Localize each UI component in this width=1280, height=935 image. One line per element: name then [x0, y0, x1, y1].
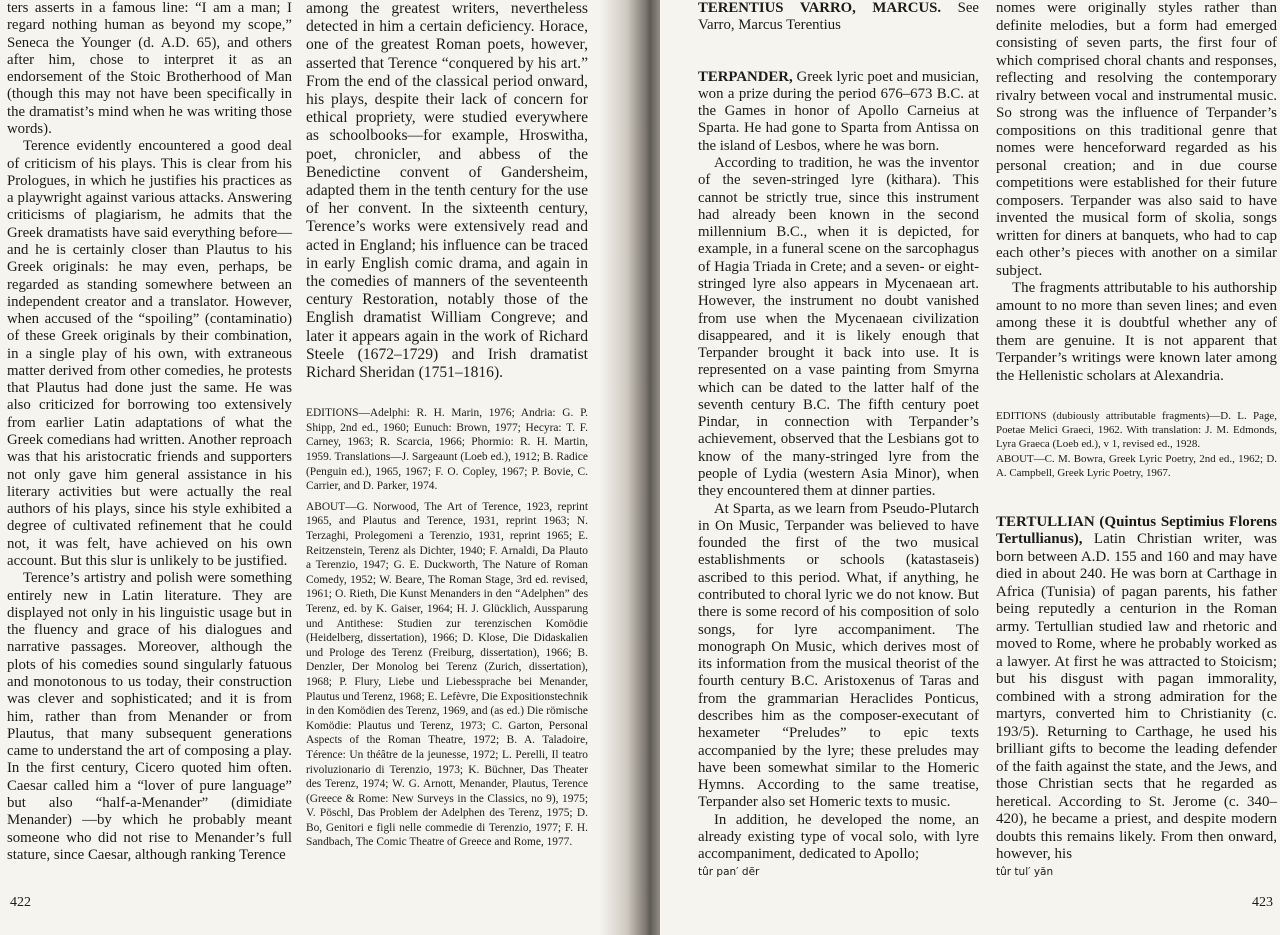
right-column-1 — [698, 0, 979, 881]
about-label: ABOUT — [306, 500, 346, 513]
left-column-2 — [306, 0, 588, 850]
paragraph: nomes were originally styles rather than definite melodies, but a form had emerged consisting of seven parts, the first four of which comprised choral chants and responses, reflecting and resolving the contemporary rivalry between vocal and instrumental music. So strong was the influence of Terpander’s compositions on this traditional genre that nomes were henceforward regarded as his personal creation; and in due course competitions were established for their future composers. Terpander was also said to have invented the musical form of skolia, songs written for diners at banquets, who had to cap each other’s pieces with another on a similar subject. — [996, 0, 1277, 279]
paragraph: In addition, he developed the nome, an already existing type of vocal solo, with lyre accompaniment, dedicated to Apollo; — [698, 811, 979, 863]
left-page — [0, 0, 636, 935]
entry-text: Latin Christian writer, was born between A.D. 155 and 160 and may have died in about 240. He was born at Carthage in Africa (Tunisia) of pagan parents, his father being reputedly a centurion in the Roman army. Tertullian studied law and rhetoric and moved to Rome, where he probably worked as a lawyer. At first he was attracted to Stoicism; but his disgust with pagan immorality, combined with a strong admiration for the martyrs, converted him to Christianity (c. 193/5). Returning to Carthage, he used his brilliant gifts to become the leading defender of the faith against the state, and the Jews, and those Christian sects that he regarded as heretical. According to St. Jerome (c. 340–420), he became a priest, and despite modern doubts this remains likely. From then onward, however, his — [996, 531, 1277, 863]
editions-text: (dubiously attributable fragments)—D. L. Page, Poetae Melici Graeci, 1962. With translation: J. M. Edmonds, Lyra Graeca (Loeb ed.), v 1, revised ed., 1928. — [996, 410, 1277, 451]
paragraph: According to tradition, he was the inventor of the seven-stringed lyre (kithara). This cannot be strictly true, since this instrument had already been known in the second millennium B.C., when it is depicted, for example, in a funeral scene on the sarcophagus of Hagia Triada in Crete; and a seven- or eight-stringed lyre also appears in Mycenaean art. However, the instrument no doubt vanished from use when the Mycenaean civilization disappeared, and it is likely enough that Terpander brought it back into use. It is represented on a vase painting from Smyrna which can be dated to the latter half of the seventh century B.C. The fifth century poet Pindar, in connection with Terpander’s achievement, observed that the Lesbians got to know of the many-stringed lyre from the people of Lydia (western Asia Minor), when they encountered them at dinner parties. — [698, 154, 979, 500]
tertullian-entry — [996, 514, 1277, 864]
editions-entry — [306, 406, 588, 494]
paragraph: ters asserts in a famous line: “I am a man; I regard nothing human as beyond my scope,” Seneca the Younger (d. A.D. 65), and others after him, chose to interpret it as an endorsement of the Stoic Brotherhood of Man (though this may not have been specifically in the dramatist’s mind when he was writing those words). — [7, 0, 292, 137]
page-number-left: 422 — [10, 895, 31, 910]
about-text: —G. Norwood, The Art of Terence, 1923, reprint 1965, and Plautus and Terence, 1931, reprint 1963; N. Terzaghi, Prolegomeni a Terenzio, 1931, reprint 1965; E. Reitzenstein, Terenz als Dichter, 1940; F. Arnaldi, Da Plauto a Terenzio, 1947; G. E. Duckworth, The Nature of Roman Comedy, 1952; W. Beare, The Roman Stage, 3rd ed. revised, 1961; O. Rieth, Die Kunst Menanders in den “Adelphen” des Terenz, ed. by K. Gaiser, 1964; H. J. Glücklich, Aussparung und Antithese: Studien zur terenzischen Komödie (Heidelberg, dissertation), 1966; D. Klose, Die Didaskalien und Prologe des Terenz (Freiburg, dissertation), 1966; B. Denzler, Der Monolog bei Terenz (Zurich, dissertation), 1968; P. Flury, Liebe und Liebessprache bei Menander, Plautus und Terenz, 1968; E. Lefèvre, Die Expositionstechnik in den Komödien des Terenz, 1969, and (as ed.) Die römische Komödie: Plautus und Terenz, 1973; C. Garton, Personal Aspects of the Roman Theatre, 1972; B. A. Taladoire, Térence: Un théâtre de la jeunesse, 1972; L. Perelli, Il teatro rivoluzionario di Terenzio, 1973; K. Büchner, Das Theater des Terenz, 1974; W. G. Arnott, Menander, Plautus, Terence (Greece & Rome: New Surveys in the Classics, no 9), 1975; V. Pöschl, Das Problem der Adelphen des Terenz, 1975; D. Bo, Genitori e figli nelle commedie di Terenzio, 1977; F. H. Sandbach, The Comic Theatre of Greece and Rome, 1977. — [306, 500, 588, 849]
entry-text: See Varro, Marcus Terentius — [698, 0, 979, 34]
entry-heading: TERTULLIAN (Quintus Septimius Florens Tertullianus), — [996, 513, 1277, 548]
varro-entry — [698, 0, 979, 35]
pronunciation: tûr tul′ yăn — [996, 865, 1054, 878]
left-column-1 — [7, 0, 292, 864]
terpander-entry — [698, 69, 979, 155]
about-text: —C. M. Bowra, Greek Lyric Poetry, 2nd ed., 1962; D. A. Campbell, Greek Lyric Poetry, 1967. — [996, 452, 1277, 479]
editions-text: —Adelphi: R. H. Marin, 1976; Andria: G. P. Shipp, 2nd ed., 1960; Eunuch: Brown, 1977; Hecyra: T. F. Carney, 1963; R. Scarcia, 1966; Phormio: R. H. Martin, 1959. Translations—J. Sargeaunt (Loeb ed.), 1912; B. Radice (Penguin ed.), 1965, 1967; F. O. Copley, 1967; P. Bovie, C. Carrier, and D. Parker, 1974. — [306, 407, 588, 493]
about-entry — [306, 500, 588, 850]
entry-heading: TERENTIUS VARRO, MARCUS. — [698, 0, 942, 16]
page-number-right: 423 — [1252, 895, 1273, 910]
editions-label: EDITIONS — [996, 410, 1047, 423]
pronunciation: tûr pan′ dẽr — [698, 865, 760, 878]
editions-label: EDITIONS — [306, 407, 359, 420]
editions-entry — [996, 409, 1277, 451]
paragraph: among the greatest writers, nevertheless detected in him a certain deficiency. Horace, one of the greatest Roman poets, however, asserted that Terence “conquered by his art.” From the end of the classical period onward, his plays, despite their lack of concern for ethical propriety, were studied everywhere as schoolbooks—for example, Hroswitha, poet, chronicler, and abbess of the Benedictine convent of Gandersheim, adapted them in the tenth century for the use of her convent. In the sixteenth century, Terence’s works were extensively read and acted in England; his influence can be traced in early English comic drama, and again in the comedies of manners of the seventeenth century Restoration, notably those of the English dramatist William Congreve; and later it appears again in the work of Richard Steele (1672–1729) and Irish dramatist Richard Sheridan (1751–1816). — [306, 0, 588, 382]
paragraph: Terence’s artistry and polish were something entirely new in Latin literature. They are displayed not only in his linguistic usage but in the fluency and grace of his dialogues and narrative passages. Moreover, although the plots of his comedies sound singularly fatuous and monotonous to us today, their construction was clever and sophisticated; and it is from him, rather than from Menander or from Plautus, that many subsequent generations came to understand the art of composing a play. In the first century, Cicero quoted him often. Caesar called him a “lover of pure language” but also “half-a-Menander” (dimidiate Menander) —by which he probably meant someone who did not rise to Menander’s full stature, since Caesar, although ranking Terence — [7, 570, 292, 863]
right-column-2 — [996, 0, 1277, 881]
paragraph: Terence evidently encountered a good deal of criticism of his plays. This is clear from his Prologues, in which he justifies his practices as a playwright against various attacks. Answering criticisms of plagiarism, he admits that the Greek dramatists have said everything before—and he is certainly closer than Plautus to his Greek originals: he may even, perhaps, be regarded as standing somewhere between an independent creator and a translator. However, when accused of the “spoiling” (contaminatio) of these Greek originals by their combination, in a single play of his own, with extraneous matter derived from other comedies, he protests that Plautus had done just the same. He was also criticized for borrowing too extensively from earlier Latin adaptations of what the Greek comedians had written. Another reproach was that his aristocratic friends and supporters not only gave him general assistance in his literary activities but were actually the real authors of his plays, since his style exhibited a degree of cultivated refinement that he could not, it was felt, have achieved on his own account. But this slur is unlikely to be justified. — [7, 138, 292, 569]
paragraph: The fragments attributable to his authorship amount to no more than seven lines; and even among these it is doubtful whether any of them are genuine. It is not apparent that Terpander’s writings were known later among the Hellenistic scholars at Alexandria. — [996, 280, 1277, 384]
entry-text: Greek lyric poet and musician, won a prize during the period 676–673 B.C. at the Games in honor of Apollo Carneius at Sparta. He had gone to Sparta from Antissa on the island of Lesbos, where he was born. — [698, 68, 979, 154]
about-entry — [996, 452, 1277, 480]
entry-heading: TERPANDER, — [698, 68, 793, 85]
about-label: ABOUT — [996, 452, 1034, 465]
paragraph: At Sparta, as we learn from Pseudo-Plutarch in On Music, Terpander was believed to have founded the first of the two musical establishments or schools (katastaseis) ascribed to this period. What, if anything, he contributed to choral lyric we do not know. But there is some record of his composition of solo songs, for lyre accompaniment. The monograph On Music, which derives most of its information from the musical theorist of the fourth century B.C. Aristoxenus of Taras and from the grammarian Heraclides Ponticus, describes him as the composer-executant of hexameter “Preludes” to epic texts accompanied by the lyre; these preludes may have been somewhat similar to the Homeric Hymns. According to the same treatise, Terpander also set Homeric texts to music. — [698, 500, 979, 811]
right-page — [660, 0, 1280, 935]
